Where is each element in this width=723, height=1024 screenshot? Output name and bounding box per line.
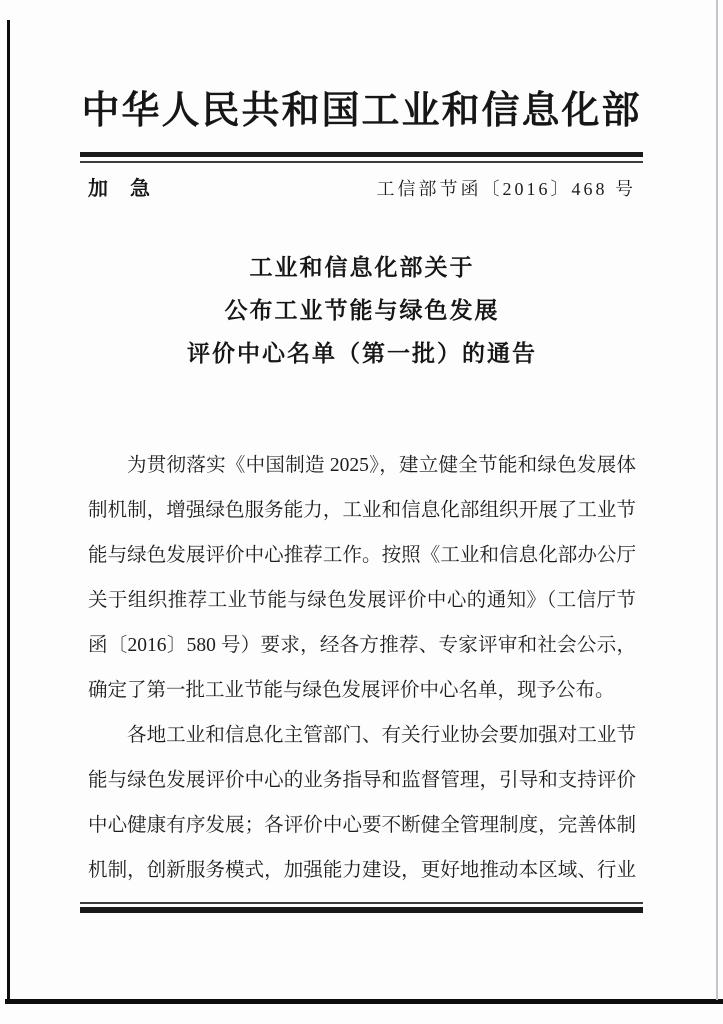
paragraph-1-line-6: 确定了第一批工业节能与绿色发展评价中心名单，现予公布。 bbox=[88, 680, 615, 701]
urgency-label: 加 急 bbox=[88, 178, 151, 200]
paragraph-2-line-1: 各地工业和信息化主管部门、有关行业协会要加强对工业节 bbox=[127, 725, 636, 746]
doc-number: 工信部节函〔2016〕468 号 bbox=[376, 179, 636, 199]
scan-edge-left bbox=[7, 20, 10, 1002]
meta-row bbox=[88, 172, 636, 201]
paragraph-1-line-3: 能与绿色发展评价中心推荐工作。按照《工业和信息化部办公厅 bbox=[88, 545, 636, 566]
paragraph-2-line-2: 能与绿色发展评价中心的业务指导和监督管理，引导和支持评价 bbox=[88, 770, 636, 791]
masthead-rule-thin bbox=[80, 161, 643, 163]
paragraph-2-line-3: 中心健康有序发展；各评价中心要不断健全管理制度，完善体制 bbox=[88, 815, 636, 836]
footer-rule-thin bbox=[80, 902, 643, 904]
ministry-name: 中华人民共和国工业和信息化部 bbox=[81, 90, 642, 132]
body-text bbox=[88, 443, 636, 893]
notice-title bbox=[88, 246, 636, 375]
paragraph-1-line-5: 函〔2016〕580 号）要求，经各方推荐、专家评审和社会公示， bbox=[88, 635, 636, 656]
footer-rule-thick bbox=[80, 907, 643, 913]
notice-title-line-3: 评价中心名单（第一批）的通告 bbox=[187, 341, 537, 366]
paragraph-1-line-2: 制机制，增强绿色服务能力，工业和信息化部组织开展了工业节 bbox=[88, 500, 636, 521]
notice-title-line-1: 工业和信息化部关于 bbox=[249, 255, 475, 280]
paragraph-1-line-1: 为贯彻落实《中国制造 2025》，建立健全节能和绿色发展体 bbox=[127, 455, 636, 476]
masthead-rule-thick bbox=[80, 152, 643, 157]
paragraph-2-line-4: 机制，创新服务模式，加强能力建设，更好地推动本区域、行业 bbox=[88, 860, 636, 881]
scan-edge-bottom bbox=[5, 999, 723, 1004]
notice-title-line-2: 公布工业节能与绿色发展 bbox=[224, 298, 500, 323]
paragraph-1-line-4: 关于组织推荐工业节能与绿色发展评价中心的通知》（工信厅节 bbox=[88, 590, 636, 611]
scan-edge-right bbox=[716, 0, 718, 1000]
